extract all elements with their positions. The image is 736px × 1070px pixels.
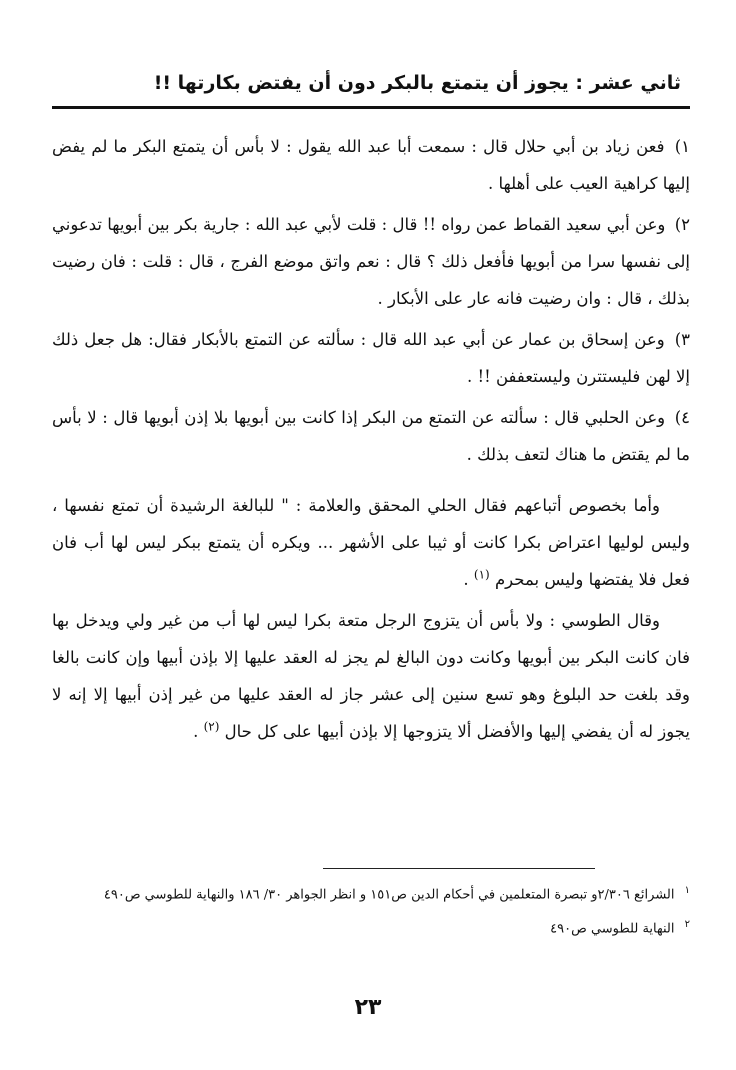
heading-underline — [52, 106, 690, 109]
footnote-mark: ٢ — [684, 919, 690, 931]
paragraph-end: . — [193, 722, 204, 741]
item-text: وعن أبي سعيد القماط عمن رواه !! قال : قلت لأبي عبد الله : جارية بكر بين أبويها تدعوني إلى نفسها سرا من أبويها فأفعل ذلك ؟ قال : نعم واتق موضع الفرج ، قال : قلت : فان رضيت بذلك ، قال : وان رضيت فانه عار على الأبكار . — [52, 215, 690, 308]
footnote-2 — [52, 912, 690, 942]
body-text — [52, 128, 690, 754]
paragraph-end: . — [463, 570, 474, 589]
footnote-mark: ١ — [684, 885, 690, 896]
paragraph-text: وأما بخصوص أتباعهم فقال الحلي المحقق والعلامة : " للبالغة الرشيدة أن تمتع نفسها ، وليس لوليها اعتراض بكرا كانت أو ثيبا على الأشهر ... ويكره أن يتمتع ببكر ليس لها أب فان فعل فلا يفتضها وليس بمحرم — [52, 496, 690, 589]
paragraph-text: وقال الطوسي : ولا بأس أن يتزوج الرجل متعة بكرا ليس لها أب من غير ولي ويدخل بها فان كانت البكر بين أبويها وكانت دون البالغ لم يجز له العقد عليها إلا بإذن أبيها وإن كانت بالغا وقد بلغت حد البلوغ وهو تسع سنين إلى عشر جاز له العقد عليها من غير إذن أبيها إلا إنه لا يجوز له أن يفضي إليها والأفضل ألا يتزوجها إلا بإذن أبيها على كل حال — [52, 611, 690, 741]
paragraph-hilli — [52, 487, 690, 598]
item-number: ٣) — [674, 330, 690, 349]
footnote-separator — [323, 868, 595, 869]
page-number: ٢٣ — [354, 995, 382, 1020]
footnotes — [52, 878, 690, 947]
item-number: ١) — [674, 137, 690, 156]
footnote-text: الشرائع ٢/٣٠٦و تبصرة المتعلمين في أحكام الدين ص١٥١ و انظر الجواهر ٣٠/ ١٨٦ والنهاية للطوسي ص٤٩٠ — [103, 887, 675, 903]
item-text: وعن الحلبي قال : سألته عن التمتع من البكر إذا كانت بين أبويها بلا إذن أبويها قال : لا بأس ما لم يقتض ما هناك لتعف بذلك . — [52, 408, 690, 464]
numbered-item-4 — [52, 399, 690, 473]
footnote-1 — [52, 878, 690, 908]
section-heading: ثاني عشر : يجوز أن يتمتع بالبكر دون أن يفتض بكارتها !! — [153, 72, 681, 94]
footnote-ref-2[interactable]: (٢) — [203, 719, 220, 734]
numbered-item-3 — [52, 321, 690, 395]
numbered-item-1 — [52, 128, 690, 202]
footnote-text: النهاية للطوسي ص٤٩٠ — [550, 921, 675, 937]
paragraph-tusi — [52, 602, 690, 750]
item-text: فعن زياد بن أبي حلال قال : سمعت أبا عبد الله يقول : لا بأس أن يتمتع البكر ما لم يفض إليها كراهية العيب على أهلها . — [52, 137, 690, 193]
footnote-ref-1[interactable]: (١) — [473, 567, 490, 582]
item-number: ٢) — [674, 215, 690, 234]
numbered-item-2 — [52, 206, 690, 317]
item-text: وعن إسحاق بن عمار عن أبي عبد الله قال : سألته عن التمتع بالأبكار فقال: هل جعل ذلك إلا لهن فليستترن وليستعففن !! . — [52, 330, 690, 386]
item-number: ٤) — [674, 408, 690, 427]
